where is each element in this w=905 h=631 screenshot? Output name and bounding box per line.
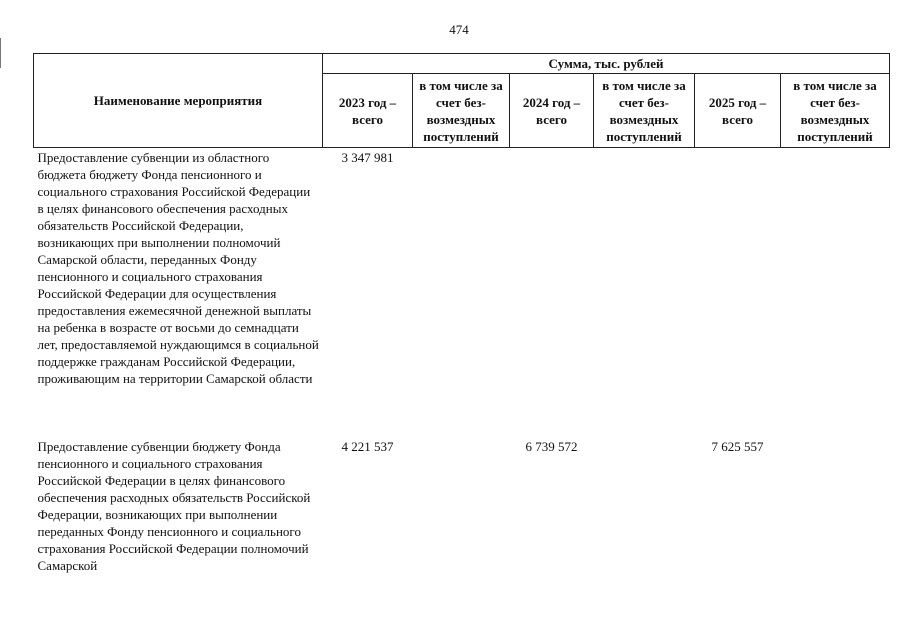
row-2023-total: 3 347 981 bbox=[341, 150, 394, 165]
header-row-group bbox=[34, 54, 890, 74]
header-2023-grants: в том числе за счет без-возмездных поступлений bbox=[413, 74, 510, 148]
table-row bbox=[34, 148, 890, 439]
header-2025-grants: в том числе за счет без-возмездных поступлений bbox=[781, 74, 890, 148]
row-2023-grants bbox=[413, 438, 510, 598]
row-activity-name: Предоставление субвенции из областного бюджета бюджету Фонда пенсионного и социального страхования Российской Федерации в целях финансового обеспечения расходных обязательств Российской Федерации, возникающих при выполнении полномочий Самарской области, переданных Фонду пенсионного и социального страхования Российской Федерации для осуществления предоставления ежемесячной денежной выплаты на ребенка в возрасте от восьми до семнадцати лет, предоставляемой нуждающимся в социальной поддержке гражданам Российской Федерации, проживающим на территории Самарской области bbox=[37, 150, 319, 386]
table-body bbox=[34, 148, 890, 599]
header-2023-total: 2023 год – всего bbox=[323, 74, 413, 148]
page-number: 474 bbox=[449, 22, 469, 37]
row-2025-total bbox=[695, 148, 781, 439]
header-2024-total: 2024 год – всего bbox=[510, 74, 594, 148]
table-header bbox=[34, 54, 890, 148]
table-row bbox=[34, 438, 890, 598]
header-2024-grants: в том числе за счет без-возмездных поступлений bbox=[594, 74, 695, 148]
header-sum-group: Сумма, тыс. рублей bbox=[323, 54, 890, 74]
row-2024-grants bbox=[594, 148, 695, 439]
row-2024-grants bbox=[594, 438, 695, 598]
row-2025-grants bbox=[781, 148, 890, 439]
header-2025-total: 2025 год – всего bbox=[695, 74, 781, 148]
header-name-column: Наименование мероприятия bbox=[34, 54, 323, 148]
scan-margin-mark bbox=[0, 38, 1, 68]
row-2023-total: 4 221 537 bbox=[341, 439, 394, 454]
budget-table bbox=[33, 53, 890, 598]
row-2023-grants bbox=[413, 148, 510, 439]
row-activity-name: Предоставление субвенции бюджету Фонда пенсионного и социального страхования Российской Федерации в целях финансового обеспечения расходных обязательств Российской Федерации, возникающих при выполнении переданных Фонду пенсионного и социального страхования Российской Федерации полномочий Самарской bbox=[37, 439, 311, 573]
row-2025-total: 7 625 557 bbox=[711, 439, 764, 454]
row-2025-grants bbox=[781, 438, 890, 598]
row-2024-total bbox=[510, 148, 594, 439]
row-2024-total: 6 739 572 bbox=[525, 439, 578, 454]
